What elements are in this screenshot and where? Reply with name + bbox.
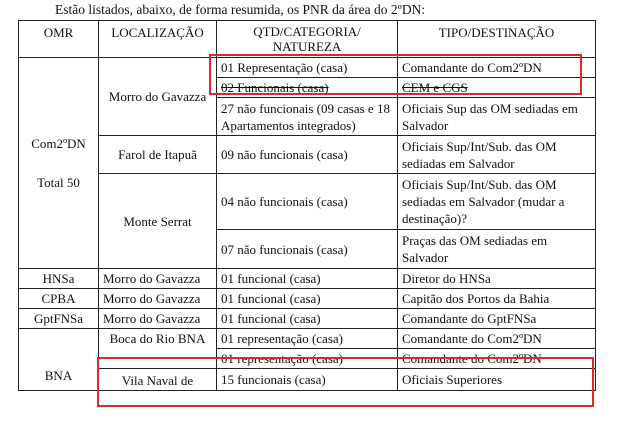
loc-cell: Morro do Gavazza xyxy=(99,309,217,329)
tipo-cell: Comandante do GptFNSa xyxy=(398,309,596,329)
header-tipo: TIPO/DESTINAÇÃO xyxy=(398,21,596,58)
tipo-cell: Capitão dos Portos da Bahia xyxy=(398,289,596,309)
qtd-cell: 15 funcionais (casa) xyxy=(217,369,398,391)
table-row xyxy=(19,58,596,78)
qtd-cell: 01 Representação (casa) xyxy=(217,58,398,78)
table-row xyxy=(19,269,596,289)
omr-cell-com2dn xyxy=(19,58,99,269)
tipo-cell: Oficiais Superiores xyxy=(398,369,596,391)
tipo-cell: Oficiais Sup das OM sediadas em Salvador xyxy=(398,98,596,136)
table-row xyxy=(19,174,596,230)
tipo-cell: Comandante do Com2ºDN xyxy=(398,349,596,369)
loc-cell-vila: Vila Naval de xyxy=(99,369,217,391)
table-row xyxy=(19,329,596,349)
pnr-table xyxy=(18,20,596,391)
qtd-cell: 01 funcional (casa) xyxy=(217,269,398,289)
tipo-cell: Diretor do HNSa xyxy=(398,269,596,289)
tipo-cell: Comandante do Com2ºDN xyxy=(398,329,596,349)
loc-cell-gavazza: Morro do Gavazza xyxy=(99,58,217,136)
header-localizacao: LOCALIZAÇÃO xyxy=(99,21,217,58)
omr-cell-cpba: CPBA xyxy=(19,289,99,309)
table-row xyxy=(19,289,596,309)
table-row xyxy=(19,309,596,329)
qtd-cell: 27 não funcionais (09 casas e 18 Apartamentos integrados) xyxy=(217,98,398,136)
tipo-cell: CEM e CGS xyxy=(398,78,596,98)
omr-com2dn-name: Com2ºDN xyxy=(31,136,86,151)
qtd-cell: 04 não funcionais (casa) xyxy=(217,174,398,230)
qtd-cell: 01 funcional (casa) xyxy=(217,289,398,309)
table-row xyxy=(19,136,596,174)
tipo-cell: Oficiais Sup/Int/Sub. das OM sediadas em Salvador xyxy=(398,136,596,174)
tipo-cell: Praças das OM sediadas em Salvador xyxy=(398,230,596,269)
omr-cell-hnsa: HNSa xyxy=(19,269,99,289)
loc-cell: Morro do Gavazza xyxy=(99,289,217,309)
qtd-cell: 02 Funcionais (casa) xyxy=(217,78,398,98)
qtd-cell: 09 não funcionais (casa) xyxy=(217,136,398,174)
loc-cell-boca: Boca do Rio BNA xyxy=(99,329,217,369)
loc-cell-itapua: Farol de Itapuã xyxy=(99,136,217,174)
qtd-cell: 01 representação (casa) xyxy=(217,329,398,349)
tipo-cell: Oficiais Sup/Int/Sub. das OM sediadas em Salvador (mudar a destinação)? xyxy=(398,174,596,230)
omr-cell-gptfnsa: GptFNSa xyxy=(19,309,99,329)
qtd-cell: 07 não funcionais (casa) xyxy=(217,230,398,269)
header-omr: OMR xyxy=(19,21,99,58)
loc-cell-serrat: Monte Serrat xyxy=(99,174,217,269)
qtd-cell: 01 funcional (casa) xyxy=(217,309,398,329)
intro-text: Estão listados, abaixo, de forma resumida, os PNR da área do 2ºDN: xyxy=(55,2,426,17)
omr-com2dn-total: Total 50 xyxy=(37,175,80,190)
qtd-cell: 01 representação (casa) xyxy=(217,349,398,369)
header-qtd: QTD/CATEGORIA/ NATUREZA xyxy=(217,21,398,58)
loc-cell: Morro do Gavazza xyxy=(99,269,217,289)
header-row xyxy=(19,21,596,58)
omr-cell-bna: BNA xyxy=(19,329,99,391)
tipo-cell: Comandante do Com2ºDN xyxy=(398,58,596,78)
table-row xyxy=(19,369,596,391)
